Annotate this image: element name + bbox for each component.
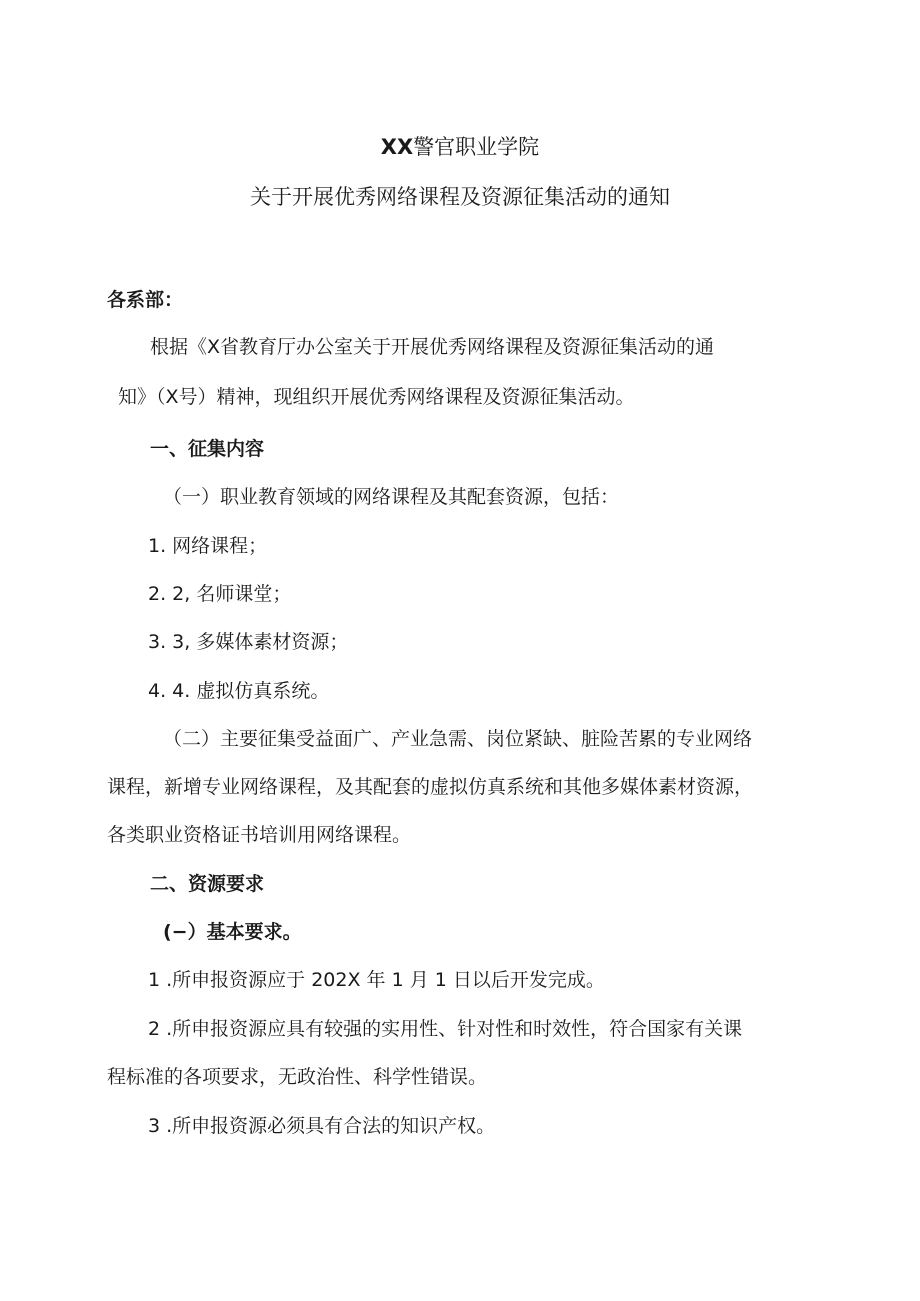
list-item: 4. 4. 虚拟仿真系统。 bbox=[148, 680, 330, 702]
section-heading-1: 一、征集内容 bbox=[150, 438, 265, 460]
subsection-1-2-line-1: （二）主要征集受益面广、产业急需、岗位紧缺、脏险苦累的专业网络 bbox=[163, 728, 753, 750]
document-subtitle: 关于开展优秀网络课程及资源征集活动的通知 bbox=[250, 185, 670, 209]
subsection-2-1: (−）基本要求。 bbox=[163, 921, 302, 943]
list-item: 1. 网络课程； bbox=[148, 535, 268, 557]
requirement-2-line-2: 程标准的各项要求，无政治性、科学性错误。 bbox=[107, 1066, 488, 1088]
intro-paragraph-line-1: 根据《X省教育厅办公室关于开展优秀网络课程及资源征集活动的通 bbox=[150, 336, 715, 358]
section-heading-2: 二、资源要求 bbox=[150, 873, 265, 895]
document-title bbox=[0, 134, 920, 160]
title-prefix: XX bbox=[380, 135, 414, 159]
requirement-1: 1 .所申报资源应于 202X 年 1 月 1 日以后开发完成。 bbox=[148, 969, 605, 991]
subsection-1-2-line-2: 课程，新增专业网络课程，及其配套的虚拟仿真系统和其他多媒体素材资源， bbox=[107, 776, 754, 798]
requirement-3: 3 .所申报资源必须具有合法的知识产权。 bbox=[148, 1115, 496, 1137]
salutation: 各系部： bbox=[107, 289, 184, 311]
list-item: 2. 2, 名师课堂； bbox=[148, 583, 292, 605]
list-item: 3. 3, 多媒体素材资源； bbox=[148, 631, 349, 653]
intro-paragraph-line-2: 知》（X号）精神，现组织开展优秀网络课程及资源征集活动。 bbox=[118, 386, 635, 408]
subsection-1-1: （一）职业教育领域的网络课程及其配套资源，包括： bbox=[163, 486, 620, 508]
subsection-1-2-line-3: 各类职业资格证书培训用网络课程。 bbox=[107, 824, 412, 846]
requirement-2-line-1: 2 .所申报资源应具有较强的实用性、针对性和时效性，符合国家有关课 bbox=[148, 1018, 743, 1040]
title-main: 警官职业学院 bbox=[413, 135, 540, 159]
